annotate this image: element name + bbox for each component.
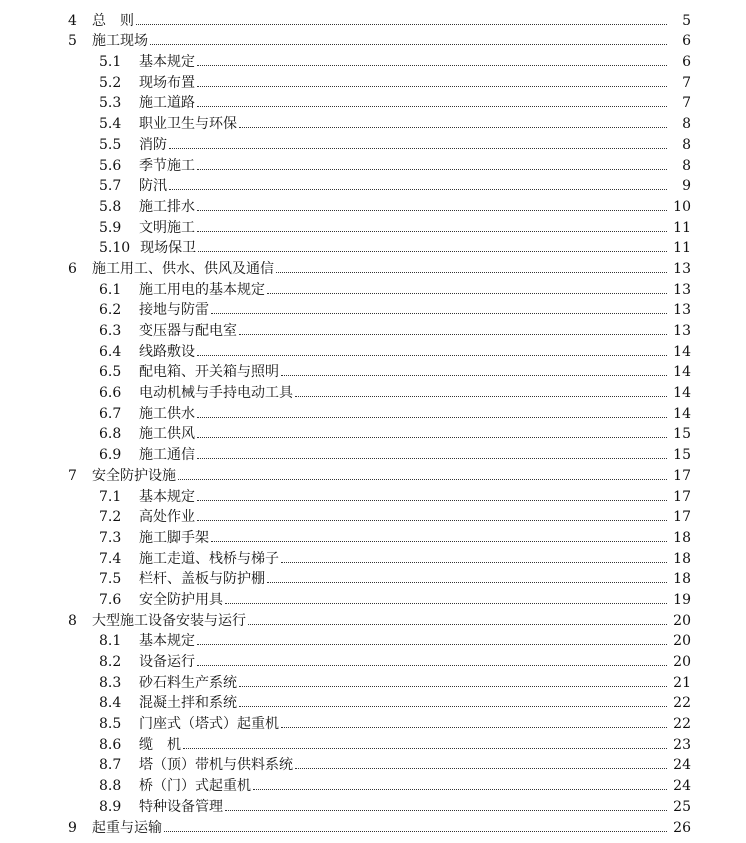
toc-page-number: 17	[673, 467, 691, 484]
toc-entry-title: 现场保卫	[140, 240, 197, 257]
toc-entry-title: 文明施工	[139, 219, 195, 236]
toc-entry-number: 8.5	[99, 716, 122, 733]
toc-page-number: 10	[673, 198, 691, 215]
toc-page-number: 11	[673, 219, 691, 236]
toc-entry-number: 8.8	[99, 778, 122, 795]
toc-entry-heading	[0, 510, 195, 524]
toc-section-entry[interactable]	[0, 690, 746, 711]
toc-entry-number: 6.7	[99, 405, 122, 422]
toc-page-number: 11	[673, 240, 691, 257]
toc-section-entry[interactable]	[0, 483, 746, 504]
toc-entry-number: 6.1	[99, 281, 122, 298]
toc-section-entry[interactable]	[0, 193, 746, 214]
toc-section-entry[interactable]	[0, 359, 746, 380]
toc-entry-heading	[0, 717, 279, 731]
toc-entry-heading	[0, 76, 195, 90]
toc-dot-leader	[239, 333, 667, 335]
toc-entry-heading	[0, 572, 265, 586]
toc-page-number: 25	[673, 798, 691, 815]
toc-dot-leader	[211, 312, 667, 314]
toc-entry-number: 8	[68, 612, 77, 629]
toc-entry-title: 线路敷设	[139, 343, 195, 360]
toc-entry-heading	[0, 800, 223, 814]
toc-dot-leader	[197, 105, 667, 107]
toc-page-number: 13	[673, 260, 691, 277]
toc-entry-heading	[0, 779, 251, 793]
toc-dot-leader	[197, 436, 667, 438]
toc-entry-heading	[0, 138, 167, 152]
toc-entry-heading	[0, 758, 293, 772]
toc-page-number: 22	[673, 695, 691, 712]
toc-entry-heading	[0, 531, 209, 545]
toc-entry-title: 门座式（塔式）起重机	[139, 716, 279, 733]
toc-section-entry[interactable]	[0, 793, 746, 814]
toc-entry-title: 施工用电的基本规定	[139, 281, 265, 298]
toc-page-number: 8	[682, 157, 691, 174]
toc-entry-number: 5.7	[99, 178, 122, 195]
toc-section-entry[interactable]	[0, 235, 746, 256]
toc-section-entry[interactable]	[0, 338, 746, 359]
toc-entry-title: 施工用工、供水、供风及通信	[92, 260, 274, 277]
toc-entry-heading	[0, 14, 134, 28]
toc-entry-heading	[0, 117, 237, 131]
toc-entry-title: 起重与运输	[92, 819, 162, 836]
toc-dot-leader	[197, 64, 667, 66]
toc-dot-leader	[169, 188, 667, 190]
toc-entry-heading	[0, 324, 237, 338]
toc-page-number: 6	[682, 33, 691, 50]
toc-entry-number: 7	[68, 467, 77, 484]
toc-entry-title: 总 则	[92, 12, 134, 29]
toc-page-number: 14	[673, 364, 691, 381]
toc-section-entry[interactable]	[0, 317, 746, 338]
toc-page-number: 14	[673, 343, 691, 360]
toc-dot-leader	[136, 23, 667, 25]
toc-dot-leader	[281, 374, 667, 376]
toc-entry-number: 5.2	[99, 74, 122, 91]
toc-entry-heading	[0, 241, 196, 255]
toc-chapter-entry[interactable]	[0, 607, 746, 628]
toc-section-entry[interactable]	[0, 110, 746, 131]
toc-section-entry[interactable]	[0, 772, 746, 793]
toc-entry-number: 7.5	[99, 571, 122, 588]
toc-entry-number: 8.3	[99, 674, 122, 691]
toc-entry-number: 8.7	[99, 757, 122, 774]
toc-dot-leader	[197, 168, 667, 170]
toc-section-entry[interactable]	[0, 131, 746, 152]
toc-page-number: 14	[673, 405, 691, 422]
toc-entry-heading	[0, 345, 195, 359]
toc-entry-heading	[0, 634, 195, 648]
toc-entry-heading	[0, 427, 195, 441]
toc-entry-number: 6.6	[99, 385, 122, 402]
toc-dot-leader	[197, 664, 667, 666]
toc-dot-leader	[150, 43, 667, 45]
toc-dot-leader	[225, 602, 667, 604]
toc-entry-number: 7.4	[99, 550, 122, 567]
toc-dot-leader	[281, 726, 667, 728]
toc-entry-title: 高处作业	[139, 509, 195, 526]
toc-entry-heading	[0, 552, 279, 566]
toc-entry-title: 基本规定	[139, 488, 195, 505]
toc-section-entry[interactable]	[0, 214, 746, 235]
toc-entry-number: 8.6	[99, 736, 122, 753]
toc-entry-number: 5.3	[99, 95, 122, 112]
toc-dot-leader	[211, 540, 667, 542]
toc-entry-title: 防汛	[139, 178, 167, 195]
toc-entry-heading	[0, 676, 237, 690]
toc-page-number: 17	[673, 509, 691, 526]
toc-section-entry[interactable]	[0, 276, 746, 297]
toc-entry-title: 施工供水	[139, 405, 195, 422]
toc-entry-title: 大型施工设备安装与运行	[92, 612, 246, 629]
toc-section-entry[interactable]	[0, 297, 746, 318]
toc-dot-leader	[197, 499, 667, 501]
table-of-contents	[0, 7, 746, 835]
toc-page-number: 13	[673, 281, 691, 298]
toc-entry-heading	[0, 365, 279, 379]
toc-dot-leader	[197, 85, 667, 87]
toc-entry-title: 砂石料生产系统	[139, 674, 237, 691]
toc-page-number: 19	[673, 591, 691, 608]
toc-entry-number: 7.3	[99, 529, 122, 546]
toc-section-entry[interactable]	[0, 628, 746, 649]
toc-entry-title: 特种设备管理	[139, 798, 223, 815]
toc-dot-leader	[197, 230, 667, 232]
toc-entry-heading	[0, 821, 162, 835]
toc-page-number: 8	[682, 136, 691, 153]
toc-page-number: 8	[682, 116, 691, 133]
toc-dot-leader	[164, 830, 667, 832]
toc-chapter-entry[interactable]	[0, 462, 746, 483]
toc-entry-heading	[0, 303, 209, 317]
toc-dot-leader	[169, 147, 667, 149]
toc-chapter-entry[interactable]	[0, 7, 746, 28]
toc-chapter-entry[interactable]	[0, 814, 746, 835]
toc-entry-title: 施工排水	[139, 198, 195, 215]
toc-entry-number: 7.6	[99, 591, 122, 608]
toc-entry-heading	[0, 283, 265, 297]
toc-dot-leader	[197, 209, 667, 211]
toc-entry-title: 设备运行	[139, 654, 195, 670]
toc-dot-leader	[253, 788, 667, 790]
toc-page-number: 6	[682, 54, 691, 71]
toc-entry-heading	[0, 179, 167, 193]
toc-entry-heading	[0, 34, 148, 48]
toc-page-number: 18	[673, 571, 691, 588]
toc-page-number: 13	[673, 323, 691, 339]
toc-entry-number: 5.8	[99, 198, 122, 215]
toc-entry-title: 施工通信	[139, 447, 195, 464]
toc-page-number: 18	[673, 529, 691, 546]
toc-entry-number: 9	[68, 819, 77, 836]
toc-entry-heading	[0, 738, 181, 752]
toc-page-number: 20	[673, 654, 691, 670]
toc-entry-title: 安全防护设施	[92, 467, 176, 484]
toc-entry-heading	[0, 469, 176, 483]
toc-dot-leader	[197, 519, 667, 521]
toc-entry-title: 电动机械与手持电动工具	[139, 385, 293, 402]
toc-section-entry[interactable]	[0, 504, 746, 525]
toc-page-number: 17	[673, 488, 691, 505]
toc-entry-number: 6.4	[99, 343, 122, 360]
toc-dot-leader	[281, 561, 667, 563]
toc-section-entry[interactable]	[0, 152, 746, 173]
toc-entry-heading	[0, 386, 293, 400]
toc-entry-number: 5.4	[99, 116, 122, 133]
toc-entry-number: 6.9	[99, 447, 122, 464]
toc-dot-leader	[239, 705, 667, 707]
toc-entry-heading	[0, 696, 237, 710]
toc-page-number: 13	[673, 302, 691, 319]
toc-entry-heading	[0, 221, 195, 235]
toc-section-entry[interactable]	[0, 173, 746, 194]
toc-entry-heading	[0, 262, 274, 276]
toc-page-number: 15	[673, 426, 691, 443]
toc-entry-heading	[0, 614, 246, 628]
toc-entry-number: 5.10	[99, 240, 131, 257]
toc-entry-title: 消防	[139, 136, 167, 153]
toc-page-number: 7	[682, 95, 691, 112]
toc-section-entry[interactable]	[0, 648, 746, 669]
toc-dot-leader	[197, 354, 667, 356]
toc-page-number: 23	[673, 736, 691, 753]
toc-entry-title: 混凝土拌和系统	[139, 695, 237, 712]
toc-page-number: 5	[682, 12, 691, 29]
toc-entry-title: 施工道路	[139, 95, 195, 112]
toc-dot-leader	[239, 685, 667, 687]
toc-entry-title: 栏杆、盖板与防护棚	[139, 571, 265, 588]
toc-entry-heading	[0, 159, 195, 173]
toc-entry-title: 变压器与配电室	[139, 323, 237, 339]
toc-dot-leader	[183, 747, 667, 749]
toc-section-entry[interactable]	[0, 710, 746, 731]
toc-page-number: 9	[682, 178, 691, 195]
toc-entry-heading	[0, 200, 195, 214]
toc-entry-number: 8.9	[99, 798, 122, 815]
toc-entry-number: 5.6	[99, 157, 122, 174]
toc-dot-leader	[248, 623, 667, 625]
toc-page-number: 15	[673, 447, 691, 464]
toc-entry-title: 施工走道、栈桥与梯子	[139, 550, 279, 567]
toc-section-entry[interactable]	[0, 731, 746, 752]
toc-page-number: 24	[673, 757, 691, 774]
toc-entry-number: 4	[68, 12, 77, 29]
toc-entry-number: 6.2	[99, 302, 122, 319]
toc-dot-leader	[197, 416, 667, 418]
toc-entry-heading	[0, 490, 195, 504]
toc-entry-title: 配电箱、开关箱与照明	[139, 364, 279, 381]
toc-page-number: 20	[673, 612, 691, 629]
toc-page-number: 18	[673, 550, 691, 567]
toc-section-entry[interactable]	[0, 48, 746, 69]
toc-entry-number: 7.1	[99, 488, 122, 505]
toc-page-number: 24	[673, 778, 691, 795]
toc-entry-number: 6	[68, 260, 77, 277]
toc-entry-number: 6.5	[99, 364, 122, 381]
toc-entry-number: 8.1	[99, 633, 122, 650]
toc-entry-title: 现场布置	[139, 74, 195, 91]
toc-page-number: 20	[673, 633, 691, 650]
toc-section-entry[interactable]	[0, 90, 746, 111]
toc-entry-number: 8.2	[99, 654, 122, 670]
toc-entry-number: 8.4	[99, 695, 122, 712]
toc-section-entry[interactable]	[0, 379, 746, 400]
toc-dot-leader	[295, 767, 667, 769]
toc-entry-title: 塔（顶）带机与供料系统	[139, 757, 293, 774]
toc-entry-title: 基本规定	[139, 633, 195, 650]
toc-section-entry[interactable]	[0, 669, 746, 690]
toc-section-entry[interactable]	[0, 441, 746, 462]
toc-section-entry[interactable]	[0, 566, 746, 587]
toc-entry-number: 5.9	[99, 219, 122, 236]
toc-dot-leader	[198, 250, 667, 252]
toc-entry-number: 6.8	[99, 426, 122, 443]
toc-entry-heading	[0, 55, 195, 69]
toc-section-entry[interactable]	[0, 421, 746, 442]
toc-entry-number: 5.5	[99, 136, 122, 153]
toc-entry-title: 职业卫生与环保	[139, 116, 237, 133]
toc-entry-title: 施工现场	[92, 33, 148, 50]
toc-entry-title: 基本规定	[139, 54, 195, 71]
toc-section-entry[interactable]	[0, 752, 746, 773]
toc-section-entry[interactable]	[0, 524, 746, 545]
toc-entry-title: 缆 机	[139, 736, 181, 753]
toc-entry-heading	[0, 448, 195, 462]
toc-page-number: 7	[682, 74, 691, 91]
toc-entry-title: 季节施工	[139, 157, 195, 174]
toc-dot-leader	[239, 126, 667, 128]
toc-entry-title: 施工供风	[139, 426, 195, 443]
toc-page-number: 22	[673, 716, 691, 733]
toc-entry-title: 接地与防雷	[139, 302, 209, 319]
toc-entry-title: 安全防护用具	[139, 591, 223, 608]
toc-page-number: 21	[673, 674, 691, 691]
toc-dot-leader	[267, 581, 667, 583]
toc-entry-heading	[0, 655, 195, 669]
toc-entry-title: 施工脚手架	[139, 529, 209, 546]
toc-entry-number: 5.1	[99, 54, 122, 71]
toc-section-entry[interactable]	[0, 545, 746, 566]
toc-dot-leader	[267, 292, 667, 294]
toc-section-entry[interactable]	[0, 69, 746, 90]
toc-dot-leader	[197, 643, 667, 645]
toc-entry-heading	[0, 96, 195, 110]
toc-page-number: 14	[673, 385, 691, 402]
toc-entry-number: 7.2	[99, 509, 122, 526]
toc-dot-leader	[295, 395, 667, 397]
toc-entry-number: 5	[68, 33, 77, 50]
toc-dot-leader	[225, 809, 667, 811]
toc-page-number: 26	[673, 819, 691, 836]
toc-dot-leader	[197, 457, 667, 459]
toc-entry-heading	[0, 593, 223, 607]
toc-entry-title: 桥（门）式起重机	[139, 778, 251, 795]
toc-entry-heading	[0, 407, 195, 421]
toc-dot-leader	[178, 478, 667, 480]
toc-chapter-entry[interactable]	[0, 255, 746, 276]
toc-entry-number: 6.3	[99, 323, 122, 339]
toc-section-entry[interactable]	[0, 400, 746, 421]
toc-chapter-entry[interactable]	[0, 28, 746, 49]
toc-dot-leader	[276, 271, 667, 273]
toc-section-entry[interactable]	[0, 586, 746, 607]
